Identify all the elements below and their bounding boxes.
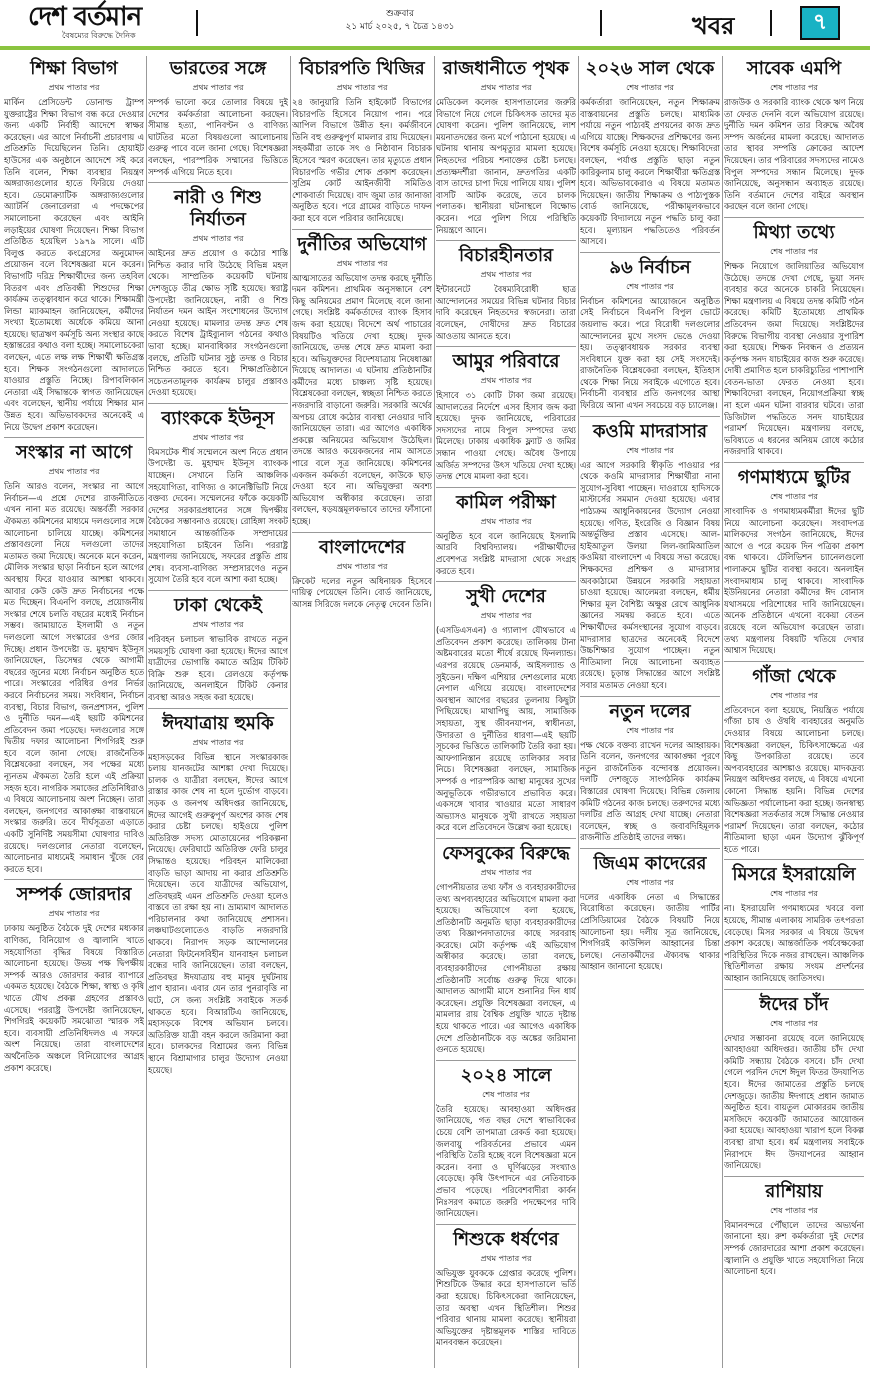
story-headline[interactable]: নতুন দলের [609,700,691,722]
news-column [724,56,864,1368]
story-separator [580,416,720,417]
story-separator [436,838,576,839]
news-story [580,853,720,973]
story-headline[interactable]: ঈদের চাঁদ [759,993,829,1015]
news-column [436,56,576,1368]
story-headline[interactable]: মিথ্যা তথ্যে [753,221,835,243]
story-headline[interactable]: ঢাকা থেকেই [174,595,262,616]
logo-tagline: বৈষম্যের বিরুদ্ধে দৈনিক [62,31,136,40]
news-story [148,58,288,178]
masthead-date-block [210,8,590,34]
continuation-note: প্রথম পাতার পর [480,270,532,280]
story-body: এর আগে সরকারি স্বীকৃতি পাওয়ার পর থেকে কওমি মাদরাসার শিক্ষার্থীরা নানা সুযোগ-সুবিধা পাচ্ছেন। দাওরায়ে হাদিসকে মাস্টার্সের সমমান দেওয়া হয়েছে। এবার পাঠ্যক্রম আধুনিকায়নের উদ্যোগ নেওয়া হয়েছে। গণিত, ইংরেজি ও বিজ্ঞান বিষয় অন্তর্ভুক্তির প্রস্তাব এসেছে। আল-হাইআতুল উলয়া লিল-জামিআতিল কওমিয়া বাংলাদেশ এ বিষয়ে সভা করেছে। শিক্ষকদের প্রশিক্ষণ ও মাদরাসার অবকাঠামো উন্নয়নে সরকারি সহায়তা চাওয়া হয়েছে। আলেমরা বলছেন, ধর্মীয় শিক্ষার মূল বৈশিষ্ট্য অক্ষুণ্ণ রেখে আধুনিক জ্ঞানের সমন্বয় করতে হবে। এতে শিক্ষার্থীদের কর্মসংস্থানের সুযোগ বাড়বে। মাদরাসার ছাত্রদের অনেকেই বিদেশে উচ্চশিক্ষার সুযোগ পাচ্ছেন। নতুন নীতিমালা নিয়ে আলোচনা অব্যাহত রয়েছে। চূড়ান্ত সিদ্ধান্তের আগে সংশ্লিষ্ট সবার মতামত নেওয়া হবে। [580,459,720,690]
news-story [436,1229,576,1349]
story-separator [436,1060,576,1061]
story-body: তিনি আরও বলেন, সংস্কার না আগে নির্বাচন—এ প্রশ্নে দেশের রাজনীতিতে এখন নানা মত রয়েছে। অন্তর্বর্তী সরকার ঐকমত্য কমিশনের মাধ্যমে দলগুলোর সঙ্গে আলোচনা চালিয়ে যাচ্ছে। কমিশনের প্রস্তাবগুলো নিয়ে দলগুলো তাদের মতামত জমা দিয়েছে। অনেকে মনে করেন, মৌলিক সংস্কার ছাড়া নির্বাচন হলে আগের অবস্থায় ফিরে যাওয়ার আশঙ্কা থাকবে। আবার কেউ কেউ দ্রুত নির্বাচনের পক্ষে মত দিচ্ছেন। বিএনপি বলছে, প্রয়োজনীয় সংস্কার শেষে চলতি বছরের মধ্যেই নির্বাচন সম্ভব। জামায়াতে ইসলামী ও নতুন দলগুলো আগে সংস্কারের ওপর জোর দিচ্ছে। প্রধান উপদেষ্টা ড. মুহাম্মদ ইউনূস জানিয়েছেন, ডিসেম্বর থেকে আগামী বছরের জুনের মধ্যে নির্বাচন অনুষ্ঠিত হতে পারে। সংস্কারের পরিধির ওপর নির্ভর করবে নির্বাচনের সময়। সংবিধান, নির্বাচন ব্যবস্থা, বিচার বিভাগ, জনপ্রশাসন, পুলিশ ও দুর্নীতি দমন—এই ছয়টি কমিশনের প্রতিবেদন জমা পড়েছে। দলগুলোর সঙ্গে দ্বিতীয় দফার আলোচনা শিগগিরই শুরু হবে বলে জানা গেছে। রাজনৈতিক বিশ্লেষকেরা বলছেন, সব পক্ষের মধ্যে ন্যূনতম ঐকমত্য তৈরি হলে এই প্রক্রিয়া সহজ হবে। নাগরিক সমাজের প্রতিনিধিরাও এ বিষয়ে আলোচনায় অংশ নিচ্ছেন। তারা বলছেন, জনগণের আকাঙ্ক্ষা বাস্তবায়নে সংস্কার জরুরি। তবে দীর্ঘসূত্রতা এড়াতে একটি সুনির্দিষ্ট সময়সীমা ঘোষণার দাবিও রয়েছে। দলগুলোর নেতারা বলেছেন, আলোচনার মাধ্যমেই সমাধান খুঁজে বের করতে হবে। [4,481,144,874]
news-story [724,58,864,213]
story-headline[interactable]: কামিল পরীক্ষা [456,491,556,513]
story-headline[interactable]: বিচারহীনতার [459,245,553,267]
story-separator [724,859,864,860]
story-headline[interactable]: গাঁজা থেকে [752,665,836,687]
story-separator [724,1176,864,1177]
story-headline[interactable]: ২০২৪ সালে [460,1064,552,1086]
continuation-note: প্রথম পাতার পর [192,234,244,244]
column-rule [434,56,435,1368]
continuation-note: প্রথম পাতার পর [480,83,532,92]
story-body: পক্ষ থেকে বক্তব্য রাখেন দলের আহ্বায়ক। তিনি বলেন, জনগণের আকাঙ্ক্ষা পূরণে নতুন রাজনৈতিক বন্দোবস্ত প্রয়োজন। দলটি দেশজুড়ে সাংগঠনিক কার্যক্রম বিস্তারের ঘোষণা দিয়েছে। বিভিন্ন জেলায় কমিটি গঠনের কাজ চলছে। তরুণদের মধ্যে দলটির প্রতি আগ্রহ দেখা যাচ্ছে। নেতারা বলেছেন, স্বচ্ছ ও জবাবদিহিমূলক রাজনীতি প্রতিষ্ঠাই তাদের লক্ষ্য। [580,739,720,843]
news-column [4,56,144,1368]
continuation-note: শেষ পাতার পর [770,492,818,502]
continuation-note: শেষ পাতার পর [770,83,818,92]
story-body: কর্মকর্তারা জানিয়েছেন, নতুন শিক্ষাক্রম বাস্তবায়নের প্রস্তুতি চলছে। মাধ্যমিক পর্যায়ে নতুন পাঠ্যবই প্রণয়নের কাজ দ্রুত এগিয়ে যাচ্ছে। শিক্ষকদের প্রশিক্ষণের জন্য বিশেষ কর্মসূচি নেওয়া হয়েছে। শিক্ষাবিদেরা বলছেন, পর্যাপ্ত প্রস্তুতি ছাড়া নতুন কারিকুলাম চালু করলে শিক্ষার্থীরা ক্ষতিগ্রস্ত হবে। অভিভাবকেরাও এ বিষয়ে মতামত দিয়েছেন। জাতীয় শিক্ষাক্রম ও পাঠ্যপুস্তক বোর্ড জানিয়েছে, পরীক্ষামূলকভাবে কয়েকটি বিদ্যালয়ে নতুন পদ্ধতি চালু করা হবে। মূল্যায়ন পদ্ধতিতেও পরিবর্তন আসবে। [580,97,720,247]
continuation-note: শেষ পাতার পর [626,281,674,291]
story-body: ক্রিকেট দলের নতুন অধিনায়ক হিসেবে দায়িত্ব পেয়েছেন তিনি। বোর্ড জানিয়েছে, আসন্ন সিরিজে দলকে নেতৃত্ব দেবেন তিনি। [292,575,432,609]
column-rule [146,56,147,1368]
story-body: শিক্ষক নিয়োগে জালিয়াতির অভিযোগ উঠেছে। তদন্তে দেখা গেছে, ভুয়া সনদ ব্যবহার করে অনেকে চাকরি নিয়েছেন। শিক্ষা মন্ত্রণালয় এ বিষয়ে তদন্ত কমিটি গঠন করেছে। কমিটি ইতোমধ্যে প্রাথমিক প্রতিবেদন জমা দিয়েছে। সংশ্লিষ্টদের বিরুদ্ধে বিভাগীয় ব্যবস্থা নেওয়ার সুপারিশ করা হয়েছে। শিক্ষক নিবন্ধন ও প্রত্যয়ন কর্তৃপক্ষ সনদ যাচাইয়ের কাজ শুরু করেছে। দোষী প্রমাণিত হলে চাকরিচ্যুতির পাশাপাশি বেতন-ভাতা ফেরত নেওয়া হবে। শিক্ষাবিদেরা বলছেন, নিয়োগপ্রক্রিয়া স্বচ্ছ না হলে এমন ঘটনা বারবার ঘটবে। তারা ডিজিটাল পদ্ধতিতে সনদ যাচাইয়ের পরামর্শ দিয়েছেন। মন্ত্রণালয় বলছে, ভবিষ্যতে এ ধরনের অনিয়ম রোধে কঠোর নজরদারি থাকবে। [724,260,864,457]
continuation-note: শেষ পাতার পর [626,83,674,92]
story-separator [580,252,720,253]
continuation-note: প্রথম পাতার পর [480,867,532,877]
story-body: আত্মসাতের অভিযোগ তদন্ত করছে দুর্নীতি দমন কমিশন। প্রাথমিক অনুসন্ধানে বেশ কিছু অনিয়মের প্রমাণ মিলেছে বলে জানা গেছে। সংশ্লিষ্ট কর্মকর্তাদের ব্যাংক হিসাব জব্দ করা হয়েছে। বিদেশে অর্থ পাচারের বিষয়টিও খতিয়ে দেখা হচ্ছে। দুদক জানিয়েছে, তদন্ত শেষে দ্রুত মামলা করা হবে। অভিযুক্তদের বিদেশযাত্রায় নিষেধাজ্ঞা দিয়েছে আদালত। এ ঘটনায় প্রতিষ্ঠানটির কর্মীদের মধ্যে চাঞ্চল্য সৃষ্টি হয়েছে। বিশ্লেষকেরা বলছেন, স্বচ্ছতা নিশ্চিত করতে নজরদারি বাড়ানো জরুরি। সরকারি অর্থের অপচয় রোধে কঠোর ব্যবস্থা নেওয়ার দাবি জানিয়েছেন তারা। এর আগেও একাধিক প্রকল্পে অনিয়মের অভিযোগ উঠেছিল। তদন্তে আরও কয়েকজনের নাম আসতে পারে বলে সূত্র জানিয়েছে। কমিশনের একজন কর্মকর্তা বলেছেন, কাউকে ছাড় দেওয়া হবে না। অভিযুক্তরা অবশ্য অভিযোগ অস্বীকার করেছেন। তারা বলছেন, ষড়যন্ত্রমূলকভাবে তাদের ফাঁসানো হচ্ছে। [292,272,432,526]
news-story [148,713,288,1077]
story-headline[interactable]: সম্পর্ক জোরদার [16,884,132,906]
story-headline[interactable]: ২০২৬ সাল থেকে [585,58,715,79]
story-headline[interactable]: কওমি মাদরাসার [592,420,708,442]
issue-day: শুক্রবার [386,9,414,19]
continuation-note: শেষ পাতার পর [770,1205,818,1215]
masthead-divider [196,10,198,36]
continuation-note: প্রথম পাতার পর [48,909,100,919]
continuation-note: শেষ পাতার পর [770,246,818,256]
story-headline[interactable]: বাংলাদেশের [318,536,406,558]
story-headline[interactable]: রাশিয়ায় [765,1180,823,1202]
column-rule [290,56,291,1368]
news-story [148,408,288,586]
masthead-divider [600,10,602,36]
news-story [436,245,576,342]
news-story [724,467,864,657]
continuation-note: প্রথম পাতার পর [48,467,100,477]
story-separator [724,989,864,990]
news-column [292,56,432,1368]
news-story [436,351,576,483]
story-headline[interactable]: আমুর পরিবারে [452,351,560,373]
story-body: না। ইসরায়েলি গণমাধ্যমের খবরে বলা হয়েছে, সীমান্ত এলাকায় সামরিক তৎপরতা বেড়েছে। মিসর সরকার এ বিষয়ে উদ্বেগ প্রকাশ করেছে। আন্তর্জাতিক পর্যবেক্ষকেরা পরিস্থিতির দিকে নজর রাখছেন। আঞ্চলিক স্থিতিশীলতা রক্ষায় সংযম প্রদর্শনের আহ্বান জানিয়েছে জাতিসংঘ। [724,903,864,984]
news-story [436,58,576,236]
story-headline[interactable]: গণমাধ্যমে ছুটির [737,467,851,489]
story-body: মার্কিন প্রেসিডেন্ট ডোনাল্ড ট্রাম্প যুক্তরাষ্ট্রের শিক্ষা বিভাগ বন্ধ করে দেওয়ার জন্য একটি নির্বাহী আদেশে স্বাক্ষর করেছেন। এর আগে নির্বাচনী প্রচারণায় এ প্রতিশ্রুতি দিয়েছিলেন তিনি। হোয়াইট হাউসের এক অনুষ্ঠানে আদেশে সই করে তিনি বলেন, শিক্ষা ব্যবস্থার নিয়ন্ত্রণ অঙ্গরাজ্যগুলোর হাতে ফিরিয়ে দেওয়া হবে। ডেমোক্র্যাটিক অঙ্গরাজ্যগুলোর অ্যাটর্নি জেনারেলরা এ পদক্ষেপের সমালোচনা করেছেন এবং আইনি লড়াইয়ের ঘোষণা দিয়েছেন। শিক্ষা বিভাগ প্রতিষ্ঠিত হয়েছিল ১৯৭৯ সালে। এটি বিলুপ্ত করতে কংগ্রেসের অনুমোদন প্রয়োজন বলে বিশেষজ্ঞরা মনে করেন। বিভাগটি দরিদ্র শিক্ষার্থীদের জন্য তহবিল বিতরণ এবং প্রতিবন্ধী শিশুদের শিক্ষা কার্যক্রম তত্ত্বাবধান করে থাকে। শিক্ষামন্ত্রী লিন্ডা ম্যাকমাহন জানিয়েছেন, কর্মীদের সংখ্যা ইতোমধ্যে অর্ধেকে কমিয়ে আনা হয়েছে। ছাত্রঋণ কর্মসূচি অন্য সংস্থার কাছে হস্তান্তরের কথাও বলা হচ্ছে। সমালোচকেরা বলছেন, এতে লক্ষ লক্ষ শিক্ষার্থী ক্ষতিগ্রস্ত হবে। শিক্ষক সংগঠনগুলো আদালতে যাওয়ার প্রস্তুতি নিচ্ছে। রিপাবলিকান নেতারা এই সিদ্ধান্তকে স্বাগত জানিয়েছেন এবং বলেছেন, স্থানীয় পর্যায়ে শিক্ষার মান উন্নত হবে। অভিভাবকদের অনেকেই এ নিয়ে উদ্বেগ প্রকাশ করেছেন। [4,97,144,432]
newspaper-logo [28,4,188,42]
story-headline[interactable]: রাজধানীতে পৃথক [443,58,569,79]
story-separator [148,182,288,183]
story-headline[interactable]: জিএম কাদেরের [593,852,707,874]
story-body: (এসডিএসএন) ও গ্যালাপ যৌথভাবে এ প্রতিবেদন প্রকাশ করেছে। তালিকায় টানা অষ্টমবারের মতো শীর্ষে রয়েছে ফিনল্যান্ড। এরপর রয়েছে ডেনমার্ক, আইসল্যান্ড ও সুইডেন। দক্ষিণ এশিয়ার দেশগুলোর মধ্যে নেপাল এগিয়ে রয়েছে। বাংলাদেশের অবস্থান আগের বছরের তুলনায় কিছুটা পিছিয়েছে। মাথাপিছু আয়, সামাজিক সহায়তা, সুস্থ জীবনযাপন, স্বাধীনতা, উদারতা ও দুর্নীতির ধারণা—এই ছয়টি সূচকের ভিত্তিতে তালিকাটি তৈরি করা হয়। আফগানিস্তান রয়েছে তালিকার সবার নিচে। বিশেষজ্ঞরা বলছেন, সামাজিক সম্পর্ক ও পারস্পরিক আস্থা মানুষের সুখের অনুভূতিকে গভীরভাবে প্রভাবিত করে। একসঙ্গে খাবার খাওয়ার মতো সাধারণ অভ্যাসও মানুষকে সুখী রাখতে সহায়তা করে বলে প্রতিবেদনে উল্লেখ করা হয়েছে। [436,625,576,833]
story-body: সম্পর্ক ভালো করে তোলার বিষয়ে দুই দেশের কর্মকর্তারা আলোচনা করছেন। সীমান্ত হত্যা, পানিবণ্টন ও বাণিজ্য ঘাটতির মতো বিষয়গুলো আলোচনায় গুরুত্ব পাবে বলে জানা গেছে। বিশেষজ্ঞরা বলছেন, পারস্পরিক সম্মানের ভিত্তিতে সম্পর্ক এগিয়ে নিতে হবে। [148,97,288,177]
news-story [148,187,288,399]
news-story [4,442,144,875]
story-body: বিমসটেক শীর্ষ সম্মেলনে অংশ নিতে প্রধান উপদেষ্টা ড. মুহাম্মদ ইউনূস ব্যাংকক যাচ্ছেন। সেখানে তিনি আঞ্চলিক সহযোগিতা, বাণিজ্য ও কানেক্টিভিটি নিয়ে বক্তব্য দেবেন। সম্মেলনের ফাঁকে কয়েকটি দেশের সরকারপ্রধানের সঙ্গে দ্বিপক্ষীয় বৈঠকের সম্ভাবনাও রয়েছে। রোহিঙ্গা সংকট সমাধানে আন্তর্জাতিক সম্প্রদায়ের সহযোগিতা চাইবেন তিনি। পররাষ্ট্র মন্ত্রণালয় জানিয়েছে, সফরের প্রস্তুতি প্রায় শেষ। ব্যবসা-বাণিজ্য সম্প্রসারণেও নতুন সুযোগ তৈরি হবে বলে আশা করা হচ্ছে। [148,446,288,585]
continuation-note: প্রথম পাতার পর [192,432,244,442]
page-number-badge: ৭ [800,6,840,40]
story-body: ২৪ জানুয়ারি তিনি হাইকোর্ট বিভাগের বিচারপতি হিসেবে নিয়োগ পান। পরে আপিল বিভাগে উন্নীত হন। কর্মজীবনে তিনি বহু গুরুত্বপূর্ণ মামলার রায় দিয়েছেন। সহকর্মীরা তাকে সৎ ও নিষ্ঠাবান বিচারক হিসেবে স্মরণ করেছেন। তার মৃত্যুতে প্রধান বিচারপতি গভীর শোক প্রকাশ করেছেন। সুপ্রিম কোর্ট আইনজীবী সমিতিও শোকবার্তা দিয়েছে। বাদ জুমা তার জানাজা অনুষ্ঠিত হবে। পরে গ্রামের বাড়িতে দাফন করা হবে বলে পরিবার জানিয়েছে। [292,97,432,223]
story-separator [292,229,432,230]
story-separator [724,217,864,218]
story-body: মেডিকেল কলেজ হাসপাতালের জরুরি বিভাগে নিয়ে গেলে চিকিৎসক তাদের মৃত ঘোষণা করেন। পুলিশ জানিয়েছে, লাশ ময়নাতদন্তের জন্য মর্গে পাঠানো হয়েছে। এ ঘটনায় থানায় অপমৃত্যুর মামলা হয়েছে। নিহতদের পরিচয় শনাক্তের চেষ্টা চলছে। প্রত্যক্ষদর্শীরা জানান, দ্রুতগতির একটি বাস তাদের চাপা দিয়ে পালিয়ে যায়। পুলিশ বাসটি আটক করেছে, তবে চালক পলাতক। স্থানীয়রা ঘটনাস্থলে বিক্ষোভ করেন। পরে পুলিশ গিয়ে পরিস্থিতি নিয়ন্ত্রণে আনে। [436,97,576,235]
story-body: রাজউক ও সরকারি ব্যাংক থেকে ঋণ নিয়ে তা ফেরত দেননি বলে অভিযোগ রয়েছে। দুর্নীতি দমন কমিশন তার বিরুদ্ধে অবৈধ সম্পদ অর্জনের মামলা করেছে। আদালত তার স্থাবর সম্পত্তি ক্রোকের আদেশ দিয়েছেন। তার পরিবারের সদস্যদের নামেও বিপুল সম্পদের সন্ধান মিলেছে। দুদক জানিয়েছে, অনুসন্ধান অব্যাহত রয়েছে। তিনি বর্তমানে দেশের বাইরে অবস্থান করছেন বলে জানা গেছে। [724,97,864,212]
story-headline[interactable]: ব্যাংককে ইউনূস [161,407,275,429]
continuation-note: প্রথম পাতার পর [192,620,244,629]
news-story [580,421,720,692]
story-headline[interactable]: ভারতের সঙ্গে [169,58,267,79]
story-separator [724,661,864,662]
story-headline[interactable]: ঈদযাত্রায় হুমকি [162,712,274,734]
news-story [436,1065,576,1220]
news-story [724,222,864,458]
story-separator [436,487,576,488]
news-story [724,666,864,856]
continuation-note: শেষ পাতার পর [626,445,674,455]
news-story [580,701,720,844]
story-headline[interactable]: সাবেক এমপি [746,58,842,79]
continuation-note: প্রথম পাতার পর [192,737,244,747]
continuation-note: প্রথম পাতার পর [480,611,532,621]
continuation-note: প্রথম পাতার পর [48,83,100,92]
story-body: আইনের দ্রুত প্রয়োগ ও কঠোর শাস্তি নিশ্চিত করার দাবি উঠেছে বিভিন্ন মহল থেকে। সাম্প্রতিক কয়েকটি ঘটনায় দেশজুড়ে তীব্র ক্ষোভ সৃষ্টি হয়েছে। স্বরাষ্ট্র উপদেষ্টা জানিয়েছেন, নারী ও শিশু নির্যাতন দমন আইন সংশোধনের উদ্যোগ নেওয়া হয়েছে। মামলার তদন্ত দ্রুত শেষ করতে বিশেষ ট্রাইব্যুনাল গঠনের কথাও ভাবা হচ্ছে। মানবাধিকার সংগঠনগুলো বলছে, প্রতিটি ঘটনার সুষ্ঠু তদন্ত ও বিচার নিশ্চিত করতে হবে। শিক্ষাপ্রতিষ্ঠানে সচেতনতামূলক কার্যক্রম চালুর প্রস্তাবও দেওয়া হয়েছে। [148,248,288,398]
story-body: নির্বাচন কমিশনের আয়োজনে অনুষ্ঠিত সেই নির্বাচনে বিএনপি বিপুল ভোটে জয়লাভ করে। পরে বিরোধী দলগুলোর আন্দোলনের মুখে সংসদ ভেঙে দেওয়া হয়। তত্ত্বাবধায়ক সরকার ব্যবস্থা সংবিধানে যুক্ত করা হয় সেই সংসদেই। রাজনৈতিক বিশ্লেষকেরা বলছেন, ইতিহাস থেকে শিক্ষা নিয়ে সবাইকে এগোতে হবে। নির্বাচনী ব্যবস্থার প্রতি জনগণের আস্থা ফিরিয়ে আনা এখন সবচেয়ে বড় চ্যালেঞ্জ। [580,295,720,411]
story-separator [4,437,144,438]
story-separator [436,240,576,241]
story-separator [580,696,720,697]
column-rule [578,56,579,1368]
story-separator [148,403,288,404]
story-headline[interactable]: দুর্নীতির অভিযোগ [297,233,427,255]
continuation-note: প্রথম পাতার পর [336,258,388,268]
story-body: বিমানবন্দরে পৌঁছালে তাদের অভ্যর্থনা জানানো হয়। রুশ কর্মকর্তারা দুই দেশের সম্পর্ক জোরদারের আশা প্রকাশ করেছেন। জ্বালানি ও প্রযুক্তি খাতে সহযোগিতা নিয়ে আলোচনা হবে। [724,1219,864,1277]
story-body: দলের একাধিক নেতা এ সিদ্ধান্তের বিরোধিতা করেছেন। জাতীয় পার্টির প্রেসিডিয়ামের বৈঠকে বিষয়টি নিয়ে আলোচনা হয়। দলীয় সূত্র জানিয়েছে, শিগগিরই কাউন্সিল আহ্বানের চিন্তা চলছে। নেতাকর্মীদের ঐক্যবদ্ধ থাকার আহ্বান জানানো হয়েছে। [580,891,720,972]
news-story [580,257,720,412]
news-story [148,595,288,704]
story-body: পরিবহন চলাচল স্বাভাবিক রাখতে নতুন সময়সূচি ঘোষণা করা হয়েছে। ঈদের আগে যাত্রীদের ভোগান্তি কমাতে অগ্রিম টিকিট বিক্রি শুরু হবে। রেলওয়ে কর্তৃপক্ষ জানিয়েছে, অনলাইনে টিকিট কেনার ব্যবস্থা আরও সহজ করা হয়েছে। [148,634,288,702]
story-body: অনুষ্ঠিত হবে বলে জানিয়েছে ইসলামি আরবি বিশ্ববিদ্যালয়। পরীক্ষার্থীদের প্রবেশপত্র সংশ্লিষ্ট মাদরাসা থেকে সংগ্রহ করতে হবে। [436,530,576,576]
news-story [4,58,144,433]
story-body: ঢাকায় অনুষ্ঠিত বৈঠকে দুই দেশের মধ্যকার বাণিজ্য, বিনিয়োগ ও জ্বালানি খাতে সহযোগিতা বৃদ্ধির বিষয়ে বিস্তারিত আলোচনা হয়েছে। উভয় পক্ষ দ্বিপক্ষীয় সম্পর্ক আরও জোরদার করার ব্যাপারে একমত হয়েছে। বৈঠকে শিক্ষা, স্বাস্থ্য ও কৃষি খাতে যৌথ প্রকল্প গ্রহণের প্রস্তাবও এসেছে। পররাষ্ট্র উপদেষ্টা জানিয়েছেন, শিগগিরই কয়েকটি সমঝোতা স্মারক সই হবে। ব্যবসায়ী প্রতিনিধিদলও এ সফরে অংশ নিয়েছে। তারা বাংলাদেশের অর্থনৈতিক অঞ্চলে বিনিয়োগের আগ্রহ প্রকাশ করেছে। [4,923,144,1073]
news-story [724,864,864,984]
news-story [580,58,720,248]
news-story [724,1181,864,1278]
continuation-note: শেষ পাতার পর [626,725,674,735]
continuation-note: প্রথম পাতার পর [480,1253,532,1263]
story-separator [4,879,144,880]
story-body: হিসাবে ৩১ কোটি টাকা জমা রয়েছে। আদালতের নির্দেশে এসব হিসাব জব্দ করা হয়েছে। দুদক জানিয়েছে, পরিবারের সদস্যদের নামে বিপুল সম্পদের তথ্য মিলেছে। ঢাকায় একাধিক ফ্ল্যাট ও জমির সন্ধান পাওয়া গেছে। অবৈধ উপায়ে অর্জিত সম্পদের উৎস খতিয়ে দেখা হচ্ছে। তদন্ত শেষে মামলা করা হবে। [436,390,576,482]
story-headline[interactable]: ফেসবুকের বিরুদ্ধে [442,842,570,864]
news-story [436,843,576,1056]
continuation-note: শেষ পাতার পর [482,1089,530,1099]
story-separator [580,848,720,849]
story-headline[interactable]: ৯৬ নির্বাচন [609,256,691,278]
issue-date: ২১ মার্চ ২০২৫, ৭ চৈত্র ১৪৩১ [345,22,455,32]
news-story [292,537,432,611]
news-story [436,586,576,834]
continuation-note: প্রথম পাতার পর [480,376,532,386]
news-story [436,492,576,577]
continuation-note: শেষ পাতার পর [770,889,818,899]
continuation-note: প্রথম পাতার পর [480,516,532,526]
news-story [292,58,432,225]
masthead [0,0,870,46]
story-body: সাংবাদিক ও গণমাধ্যমকর্মীরা ঈদের ছুটি নিয়ে আলোচনা করেছেন। সংবাদপত্র মালিকদের সংগঠন জানিয়েছে, ঈদের আগে ও পরে কয়েক দিন পত্রিকা প্রকাশ বন্ধ থাকবে। টেলিভিশন চ্যানেলগুলো পালাক্রমে ছুটির ব্যবস্থা করবে। অনলাইন সংবাদমাধ্যম চালু থাকবে। সাংবাদিক ইউনিয়নের নেতারা কর্মীদের ঈদ বোনাস যথাসময়ে পরিশোধের দাবি জানিয়েছেন। অনেক প্রতিষ্ঠানে এখনো বকেয়া বেতন রয়েছে বলে অভিযোগ করেছেন তারা। তথ্য মন্ত্রণালয় বিষয়টি খতিয়ে দেখার আশ্বাস দিয়েছে। [724,506,864,656]
story-separator [436,346,576,347]
story-headline[interactable]: সুখী দেশের [466,586,546,608]
story-separator [436,1224,576,1225]
story-separator [148,708,288,709]
continuation-note: প্রথম পাতার পর [192,83,244,92]
column-rule [722,56,723,1368]
story-separator [436,581,576,582]
story-body: ইন্টারনেটে বৈষম্যবিরোধী ছাত্র আন্দোলনের সময়ের বিভিন্ন ঘটনার বিচার দাবি করেছেন নিহতদের স্বজনেরা। তারা বলেছেন, দোষীদের দ্রুত বিচারের আওতায় আনতে হবে। [436,284,576,341]
masthead-divider [770,10,772,36]
news-story [724,994,864,1172]
story-headline[interactable]: নারী ও শিশু নির্যাতন [173,187,263,231]
logo-text: দেশ বর্তমান [28,2,142,32]
story-body: মহাসড়কের বিভিন্ন স্থানে সংস্কারকাজ চলায় যানজটের আশঙ্কা দেখা দিয়েছে। চালক ও যাত্রীরা বলছেন, ঈদের আগে রাস্তার কাজ শেষ না হলে দুর্ভোগ বাড়বে। সড়ক ও জনপথ অধিদপ্তর জানিয়েছে, ঈদের আগেই গুরুত্বপূর্ণ অংশের কাজ শেষ করার চেষ্টা চলছে। হাইওয়ে পুলিশ অতিরিক্ত সদস্য মোতায়েনের পরিকল্পনা নিয়েছে। ফেরিঘাটে অতিরিক্ত ফেরি চালুর সিদ্ধান্তও হয়েছে। পরিবহন মালিকেরা বাড়তি ভাড়া আদায় না করার প্রতিশ্রুতি দিয়েছেন। তবে যাত্রীদের অভিযোগ, প্রতিবছরই এমন প্রতিশ্রুতি দেওয়া হলেও বাস্তবে তা রক্ষা হয় না। ভ্রাম্যমাণ আদালত পরিচালনার কথা জানিয়েছে প্রশাসন। লঞ্চঘাটগুলোতেও বাড়তি নজরদারি থাকবে। নিরাপদ সড়ক আন্দোলনের নেতারা ফিটনেসবিহীন যানবাহন চলাচল বন্ধের দাবি জানিয়েছেন। তারা বলছেন, প্রতিবছর ঈদযাত্রায় বহু মানুষ দুর্ঘটনায় প্রাণ হারান। এবার যেন তার পুনরাবৃত্তি না ঘটে, সে জন্য সংশ্লিষ্ট সবাইকে সতর্ক থাকতে হবে। বিআরটিএ জানিয়েছে, মহাসড়কে বিশেষ অভিযান চলবে। অতিরিক্ত যাত্রী বহন করলে জরিমানা করা হবে। চালকদের বিশ্রামের জন্য বিভিন্ন স্থানে বিশ্রামাগার চালুর উদ্যোগ নেওয়া হয়েছে। [148,751,288,1075]
story-body: অভিযুক্ত যুবককে গ্রেপ্তার করেছে পুলিশ। শিশুটিকে উদ্ধার করে হাসপাতালে ভর্তি করা হয়েছে। চিকিৎসকেরা জানিয়েছেন, তার অবস্থা এখন স্থিতিশীল। শিশুর পরিবার থানায় মামলা করেছে। স্থানীয়রা অভিযুক্তের দৃষ্টান্তমূলক শাস্তির দাবিতে মানববন্ধন করেছেন। [436,1267,576,1348]
masthead-accent-bar [0,46,870,50]
story-headline[interactable]: সংস্কার না আগে [15,442,133,464]
story-separator [292,532,432,533]
story-headline[interactable]: শিক্ষা বিভাগ [30,58,118,79]
news-story [4,884,144,1074]
story-body: দেখার সম্ভাবনা রয়েছে বলে জানিয়েছে আবহাওয়া অধিদপ্তর। জাতীয় চাঁদ দেখা কমিটি সন্ধ্যায় বৈঠকে বসবে। চাঁদ দেখা গেলে পরদিন দেশে ঈদুল ফিতর উদযাপিত হবে। ঈদের জামাতের প্রস্তুতি চলছে দেশজুড়ে। জাতীয় ঈদগাহে প্রধান জামাত অনুষ্ঠিত হবে। বায়তুল মোকাররম জাতীয় মসজিদে কয়েকটি জামাতের আয়োজন করা হয়েছে। আবহাওয়া খারাপ হলে বিকল্প ব্যবস্থা রাখা হবে। ধর্ম মন্ত্রণালয় সবাইকে নিরাপদে ঈদ উদযাপনের আহ্বান জানিয়েছে। [724,1032,864,1171]
story-separator [724,462,864,463]
continuation-note: প্রথম পাতার পর [336,561,388,571]
story-headline[interactable]: বিচারপতি খিজির [299,58,425,79]
continuation-note: শেষ পাতার পর [770,1018,818,1028]
story-headline[interactable]: শিশুকে ধর্ষণের [453,1228,559,1250]
section-title: খবর [692,12,735,40]
news-column [580,56,720,1368]
continuation-note: শেষ পাতার পর [770,690,818,700]
story-body: গোপনীয়তার তথ্য ফাঁস ও ব্যবহারকারীদের তথ্য অপব্যবহারের অভিযোগে মামলা করা হয়েছে। অভিযোগে বলা হয়েছে, প্রতিষ্ঠানটি অনুমতি ছাড়া ব্যবহারকারীদের তথ্য বিজ্ঞাপনদাতাদের কাছে সরবরাহ করেছে। মেটা কর্তৃপক্ষ এই অভিযোগ অস্বীকার করেছে। তারা বলছে, ব্যবহারকারীদের গোপনীয়তা রক্ষায় প্রতিষ্ঠানটি সর্বোচ্চ গুরুত্ব দিয়ে থাকে। আদালত আগামী মাসে শুনানির দিন ধার্য করেছেন। প্রযুক্তি বিশেষজ্ঞরা বলছেন, এ মামলার রায় বৈশ্বিক প্রযুক্তি খাতে দৃষ্টান্ত হয়ে থাকতে পারে। এর আগেও একাধিক দেশে প্রতিষ্ঠানটিকে বড় অঙ্কের জরিমানা গুনতে হয়েছে। [436,881,576,1055]
story-headline[interactable]: মিসরে ইসরায়েলি [732,864,856,886]
news-story [292,234,432,528]
news-column [148,56,288,1368]
continuation-note: শেষ পাতার পর [626,877,674,887]
story-body: প্রতিবেদনে বলা হয়েছে, নিয়ন্ত্রিত পর্যায়ে গাঁজা চাষ ও ঔষধি ব্যবহারের অনুমতি দেওয়ার বিষয়ে আলোচনা চলছে। বিশেষজ্ঞরা বলছেন, চিকিৎসাক্ষেত্রে এর কিছু উপকারিতা রয়েছে। তবে অপব্যবহারের আশঙ্কাও রয়েছে। মাদকদ্রব্য নিয়ন্ত্রণ অধিদপ্তর বলছে, এ বিষয়ে এখনো কোনো সিদ্ধান্ত হয়নি। বিভিন্ন দেশের অভিজ্ঞতা পর্যালোচনা করা হচ্ছে। জনস্বাস্থ্য বিশেষজ্ঞরা সতর্কতার সঙ্গে সিদ্ধান্ত নেওয়ার পরামর্শ দিয়েছেন। তারা বলছেন, কঠোর নীতিমালা ছাড়া এমন উদ্যোগ ঝুঁকিপূর্ণ হতে পারে। [724,704,864,854]
continuation-note: প্রথম পাতার পর [336,83,388,92]
story-body: তৈরি হয়েছে। আবহাওয়া অধিদপ্তর জানিয়েছে, গত বছর দেশে স্বাভাবিকের চেয়ে বেশি তাপমাত্রা রেকর্ড করা হয়েছে। জলবায়ু পরিবর্তনের প্রভাবে এমন পরিস্থিতি তৈরি হচ্ছে বলে বিশেষজ্ঞরা মনে করেন। বন্যা ও ঘূর্ণিঝড়ের সংখ্যাও বেড়েছে। কৃষি উৎপাদনে এর নেতিবাচক প্রভাব পড়েছে। পরিবেশবাদীরা কার্বন নিঃসরণ কমাতে জরুরি পদক্ষেপের দাবি জানিয়েছেন। [436,1103,576,1219]
story-separator [148,590,288,591]
